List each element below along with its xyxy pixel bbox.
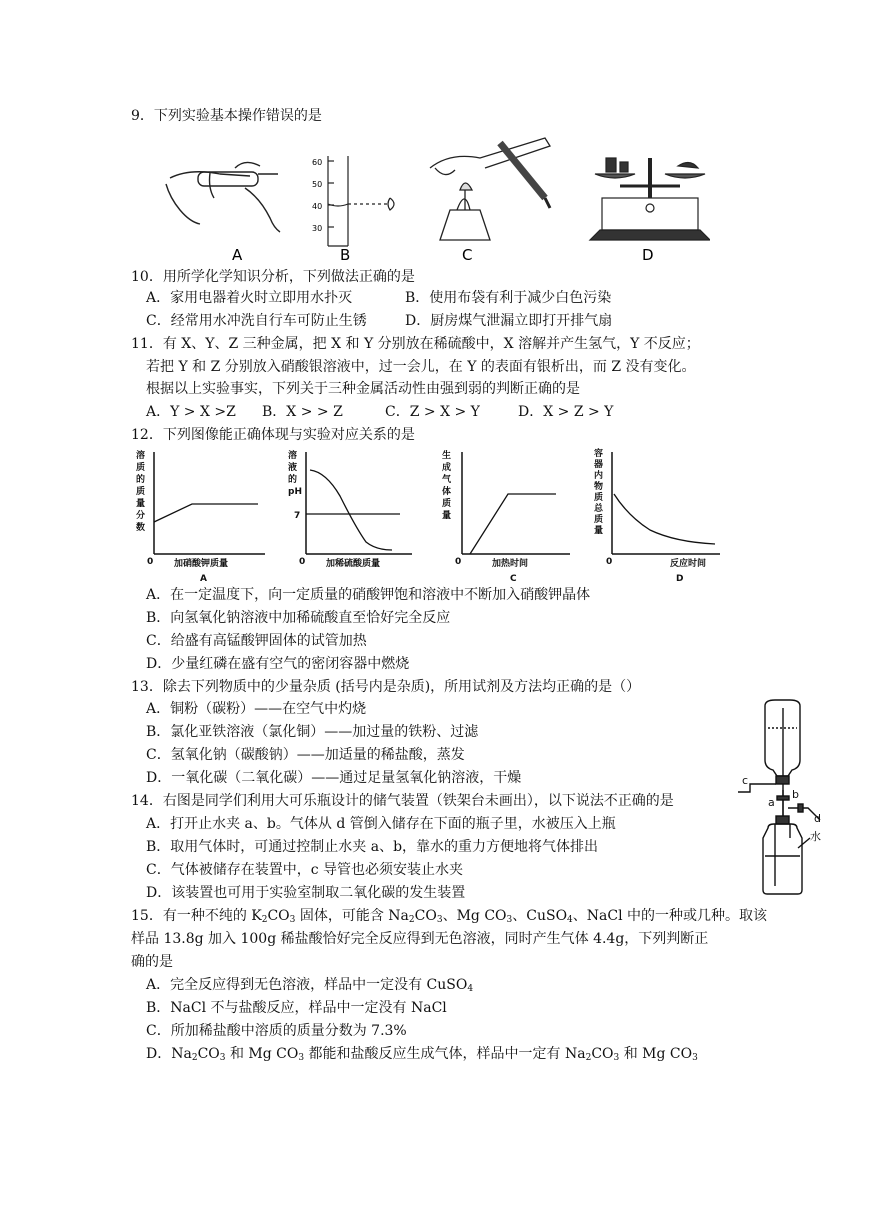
q15-option-a: A．完全反应得到无色溶液，样品中一定没有 CuSO$_4$ [146,977,474,994]
q12-c-ylabel-3: 气 [442,475,452,485]
q12-stem: 12．下列图像能正确体现与实验对应关系的是 [131,427,415,443]
q9-figure [150,128,710,266]
q12-d-ylabel-5: 质 [594,493,604,503]
q14-label-water: 水 [810,830,821,843]
q12-b-origin: 0 [299,557,306,567]
q12-d-xlabel: 反应时间 [670,559,707,569]
q15-line-3: 确的是 [131,954,173,970]
q12-graph-d [594,447,720,584]
q9-label-d: D [642,246,654,264]
q12-option-b: B．向氢氧化钠溶液中加稀硫酸直至恰好完全反应 [146,610,451,626]
q13-stem: 13．除去下列物质中的少量杂质 (括号内是杂质)，所用试剂及方法均正确的是（） [131,679,641,695]
q15-line-2: 样品 13.8g 加入 100g 稀盐酸恰好完全反应得到无色溶液，同时产生气体 4.4g，下列判断正 [131,931,709,947]
q12-b-ylabel-3: 的 [288,475,298,485]
q12-d-ylabel-6: 总 [594,504,604,514]
q10-option-c: C．经常用水冲洗自行车可防止生锈 [146,313,367,329]
q14-gas-storage-apparatus [730,698,840,898]
q12-a-origin: 0 [147,557,154,567]
q10-option-b: B．使用布袋有利于减少白色污染 [405,290,612,306]
q14-stem: 14．右图是同学们利用大可乐瓶设计的储气装置（铁架台未画出），以下说法不正确的是 [131,793,674,809]
q15-option-c: C．所加稀盐酸中溶质的质量分数为 7.3% [146,1023,407,1039]
q12-c-ylabel-4: 体 [442,487,452,497]
q12-b-xlabel: 加稀硫酸质量 [326,559,381,569]
q15-line-1: 15．有一种不纯的 $K_2CO_3$ 固体，可能含 $Na_2CO_3$、Mg $CO_3$、CuSO$_4$、NaCl 中的一种或几种。取该 [131,908,768,925]
q12-d-ylabel-8: 量 [594,526,604,536]
q12-a-ylabel-1: 溶 [136,451,146,461]
q12-option-d: D．少量红磷在盛有空气的密闭容器中燃烧 [146,656,410,672]
q11-option-c: C．Z > X > Y [385,404,480,420]
q12-a-ylabel-2: 质 [136,463,146,473]
q12-d-ylabel-1: 容 [594,449,604,459]
q10-option-d: D．厨房煤气泄漏立即打开排气扇 [405,313,613,329]
q12-d-letter: D [676,574,684,584]
q9-label-a: A [232,246,243,264]
q14-label-b: b [792,788,799,801]
q12-d-ylabel-4: 物 [594,482,604,492]
q12-graph-c [442,449,570,584]
q14-option-b: B．取用气体时，可通过控制止水夹 a、b，靠水的重力方便地将气体排出 [146,839,599,855]
q10-stem: 10．用所学化学知识分析，下列做法正确的是 [131,269,415,285]
q14-option-c: C．气体被储存在装置中，c 导管也必须安装止水夹 [146,862,464,878]
q12-a-ylabel-7: 数 [136,523,146,533]
q14-option-d: D．该装置也可用于实验室制取二氧化碳的发生装置 [146,885,466,901]
q12-c-ylabel-2: 成 [442,463,452,473]
q12-d-ylabel-2: 器 [594,460,604,470]
q12-graph-b [288,449,412,569]
q12-b-ylabel-1: 溶 [288,451,298,461]
q12-a-letter: A [200,574,207,584]
q12-graphs [130,446,730,584]
q12-a-ylabel-6: 分 [136,511,146,521]
q9-stem: 9．下列实验基本操作错误的是 [131,108,322,124]
q11-line-2: 若把 Y 和 Z 分别放入硝酸银溶液中，过一会儿，在 Y 的表面有银析出，而 Z 没有变化。 [146,359,696,375]
q12-d-ylabel-7: 质 [594,515,604,525]
q14-label-a: a [768,796,775,809]
q11-option-d: D．X > Z > Y [518,404,614,420]
q12-d-ylabel-3: 内 [594,471,604,481]
q9-d-balance-illustration [590,158,710,240]
q12-c-xlabel: 加热时间 [492,559,529,569]
q14-option-a: A．打开止水夹 a、b。气体从 d 管倒入储存在下面的瓶子里，水被压入上瓶 [146,816,616,832]
q9-a-shaking-tube-illustration [166,162,280,232]
q12-c-ylabel-5: 质 [442,499,452,509]
q12-b-ylabel-4: pH [288,487,302,497]
q12-option-c: C．给盛有高锰酸钾固体的试管加热 [146,633,367,649]
q12-a-xlabel: 加硝酸钾质量 [174,559,229,569]
q9-label-b: B [340,246,351,264]
q9-label-c: C [462,246,473,264]
q12-c-ylabel-1: 生 [442,451,452,461]
q12-a-ylabel-4: 质 [136,487,146,497]
q11-line-1: 11．有 X、Y、Z 三种金属，把 X 和 Y 分别放在稀硫酸中，X 溶解并产生氢气，Y 不反应； [131,336,700,352]
q12-c-ylabel-6: 量 [442,511,452,521]
q12-c-letter: C [510,574,517,584]
q12-c-origin: 0 [455,557,462,567]
q13-option-b: B．氯化亚铁溶液（氯化铜）——加过量的铁粉、过滤 [146,724,479,740]
q12-graph-a [135,449,265,584]
q11-option-a: A．Y > X >Z [146,404,236,420]
q9-tick-40: 40 [312,202,323,211]
q13-option-c: C．氢氧化钠（碳酸钠）——加适量的稀盐酸，蒸发 [146,747,465,763]
q9-b-cylinder-illustration [328,156,394,246]
q12-d-origin: 0 [606,557,613,567]
q14-label-d: d [814,812,821,825]
q13-option-d: D．一氧化碳（二氧化碳）——通过足量氢氧化钠溶液，干燥 [146,770,522,786]
q12-option-a: A．在一定温度下，向一定质量的硝酸钾饱和溶液中不断加入硝酸钾晶体 [146,587,591,603]
q12-a-ylabel-5: 量 [136,499,146,509]
q10-option-a: A．家用电器着火时立即用水扑灭 [146,290,353,306]
q12-b-ph7-label: 7 [294,511,301,521]
q15-option-b: B．NaCl 不与盐酸反应，样品中一定没有 NaCl [146,1000,447,1016]
q12-a-ylabel-3: 的 [136,475,146,485]
q9-tick-60: 60 [312,158,323,167]
q12-b-ylabel-2: 液 [288,463,298,473]
q9-c-heating-illustration [430,138,550,240]
q11-option-b: B．X > > Z [262,404,343,420]
q13-option-a: A．铜粉（碳粉）——在空气中灼烧 [146,701,367,717]
q15-option-d: D．$Na_2CO_3$ 和 Mg $CO_3$ 都能和盐酸反应生成气体，样品中一定有 $Na_2CO_3$ 和 Mg $CO_3$ [146,1046,698,1063]
q11-line-3: 根据以上实验事实，下列关于三种金属活动性由强到弱的判断正确的是 [146,381,580,397]
q9-tick-30: 30 [312,224,323,233]
q9-tick-50: 50 [312,180,323,189]
q14-label-c: c [742,774,749,787]
